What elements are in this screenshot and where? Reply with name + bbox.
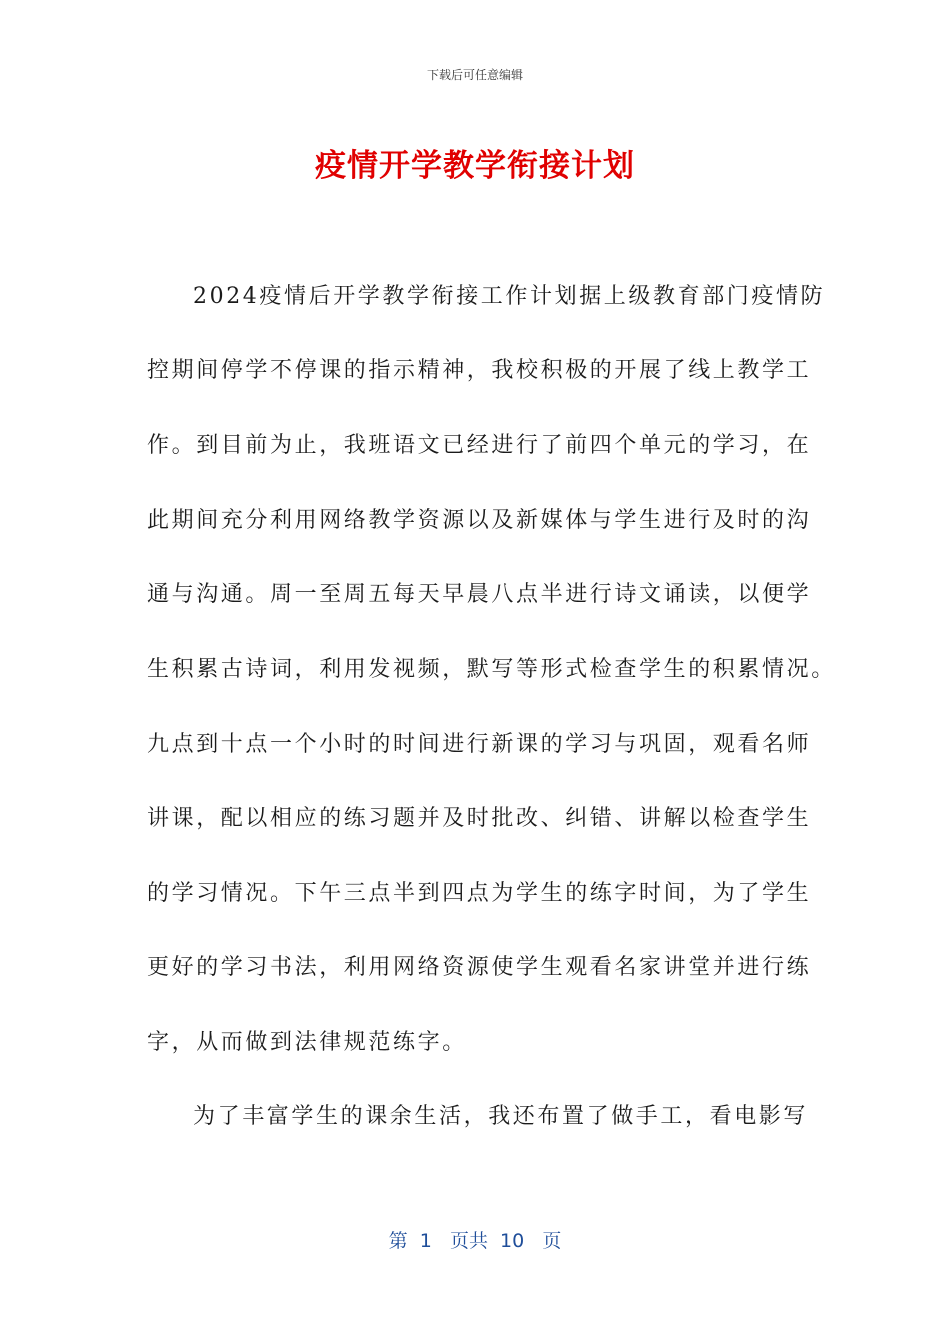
page-footer [0, 1226, 950, 1253]
footer-middle: 页共 [449, 1230, 488, 1252]
paragraph-line: 的学习情况。下午三点半到四点为学生的练字时间，为了学生 [147, 881, 812, 906]
paragraph-line: 讲课，配以相应的练习题并及时批改、纠错、讲解以检查学生 [147, 806, 812, 831]
paragraph-line: 字，从而做到法律规范练字。 [147, 1030, 467, 1055]
paragraph-line: 通与沟通。周一至周五每天早晨八点半进行诗文诵读，以便学 [147, 582, 812, 607]
footer-suffix: 页 [542, 1230, 562, 1252]
paragraph-line: 生积累古诗词，利用发视频，默写等形式检查学生的积累情况。 [147, 657, 836, 682]
paragraph-line: 2024疫情后开学教学衔接工作计划据上级教育部门疫情防 [193, 284, 826, 309]
paragraph-line: 更好的学习书法，利用网络资源使学生观看名家讲堂并进行练 [147, 955, 812, 980]
paragraph-line: 九点到十点一个小时的时间进行新课的学习与巩固，观看名师 [147, 732, 812, 757]
paragraph-line: 控期间停学不停课的指示精神，我校积极的开展了线上教学工 [147, 358, 812, 383]
paragraph-line: 此期间充分利用网络教学资源以及新媒体与学生进行及时的沟 [147, 508, 812, 533]
footer-prefix: 第 [388, 1230, 408, 1252]
paragraph-line: 作。到目前为止，我班语文已经进行了前四个单元的学习，在 [147, 433, 812, 458]
document-title: 疫情开学教学衔接计划 [315, 148, 635, 184]
footer-total-pages: 10 [500, 1230, 525, 1252]
paragraph-line: 为了丰富学生的课余生活，我还布置了做手工，看电影写 [193, 1104, 809, 1129]
header-note: 下载后可任意编辑 [426, 68, 523, 82]
footer-page-number: 1 [419, 1230, 432, 1252]
